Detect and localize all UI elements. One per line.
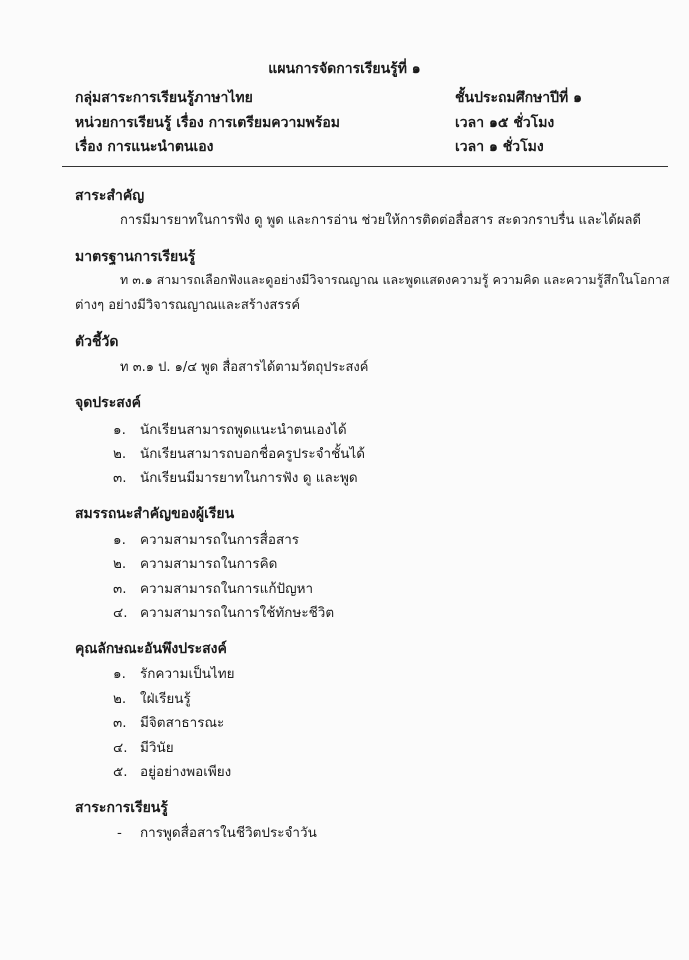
standard-heading: มาตรฐานการเรียนรู้ <box>75 249 196 265</box>
content-heading: สาระการเรียนรู้ <box>75 800 168 816</box>
list-item <box>113 601 334 623</box>
standard-text-line2: ต่างๆ อย่างมีวิจารณญาณและสร้างสรรค์ <box>75 298 301 313</box>
list-item <box>113 662 235 684</box>
standard-text-line1: ท ๓.๑ สามารถเลือกฟังและดูอย่างมีวิจารณญาณ และพูดแสดงความรู้ ความคิด และความรู้สึกในโอกาส <box>120 272 670 287</box>
unit-time: เวลา ๑๕ ชั่วโมง <box>455 115 555 131</box>
list-item <box>113 687 191 709</box>
list-item <box>113 552 277 574</box>
header-divider <box>62 166 668 167</box>
grade-level: ชั้นประถมศึกษาปีที่ ๑ <box>455 90 583 106</box>
item-text: ความสามารถในการใช้ทักษะชีวิต <box>140 605 335 621</box>
item-number: ๑. <box>113 422 126 438</box>
unit-name: หน่วยการเรียนรู้ เรื่อง การเตรียมความพร้อม <box>75 115 341 131</box>
item-number: ๑. <box>113 532 126 548</box>
item-number: ๓. <box>113 715 127 731</box>
list-item <box>113 442 365 464</box>
item-number: ๒. <box>113 446 127 462</box>
document-title: แผนการจัดการเรียนรู้ที่ ๑ <box>268 61 421 77</box>
item-text: รักความเป็นไทย <box>140 666 235 682</box>
item-number: ๒. <box>113 691 127 707</box>
item-text: นักเรียนสามารถพูดแนะนำตนเองได้ <box>140 422 347 438</box>
key-concept-text: การมีมารยาทในการฟัง ดู พูด และการอ่าน ช่วยให้การติดต่อสื่อสาร สะดวกราบรื่น และได้ผลดี <box>120 213 641 228</box>
item-number: ๓. <box>113 470 127 486</box>
item-text: ความสามารถในการแก้ปัญหา <box>140 581 314 597</box>
list-item <box>117 821 317 843</box>
indicator-heading: ตัวชี้วัด <box>75 334 119 350</box>
item-text: มีจิตสาธารณะ <box>140 715 225 731</box>
item-text: ใฝ่เรียนรู้ <box>140 691 191 707</box>
competencies-heading: สมรรถนะสำคัญของผู้เรียน <box>75 506 235 522</box>
item-number: ๔. <box>113 605 128 621</box>
item-number: ๕. <box>113 764 128 780</box>
topic-time: เวลา ๑ ชั่วโมง <box>455 139 544 155</box>
objectives-heading: จุดประสงค์ <box>75 395 141 411</box>
item-text: ความสามารถในการคิด <box>140 556 278 572</box>
item-number: ๔. <box>113 740 128 756</box>
list-item <box>113 736 174 758</box>
item-text: อยู่อย่างพอเพียง <box>140 764 232 780</box>
item-number: ๓. <box>113 581 127 597</box>
item-text: ความสามารถในการสื่อสาร <box>140 532 300 548</box>
list-item <box>113 528 299 550</box>
indicator-text: ท ๓.๑ ป. ๑/๔ พูด สื่อสารได้ตามวัตถุประสงค์ <box>120 360 369 375</box>
key-concept-heading: สาระสำคัญ <box>75 188 145 204</box>
topic-name: เรื่อง การแนะนำตนเอง <box>75 139 214 155</box>
item-text: นักเรียนมีมารยาทในการฟัง ดู และพูด <box>140 470 358 486</box>
list-item <box>113 418 347 440</box>
item-number: ๒. <box>113 556 127 572</box>
item-text: การพูดสื่อสารในชีวิตประจำวัน <box>140 825 317 841</box>
item-number: ๑. <box>113 666 126 682</box>
item-bullet: - <box>117 825 122 841</box>
list-item <box>113 577 313 599</box>
subject-group: กลุ่มสาระการเรียนรู้ภาษาไทย <box>75 90 253 106</box>
item-text: นักเรียนสามารถบอกชื่อครูประจำชั้นได้ <box>140 446 366 462</box>
item-text: มีวินัย <box>140 740 174 756</box>
list-item <box>113 711 224 733</box>
list-item <box>113 466 358 488</box>
list-item <box>113 760 231 782</box>
characteristics-heading: คุณลักษณะอันพึงประสงค์ <box>75 641 227 657</box>
